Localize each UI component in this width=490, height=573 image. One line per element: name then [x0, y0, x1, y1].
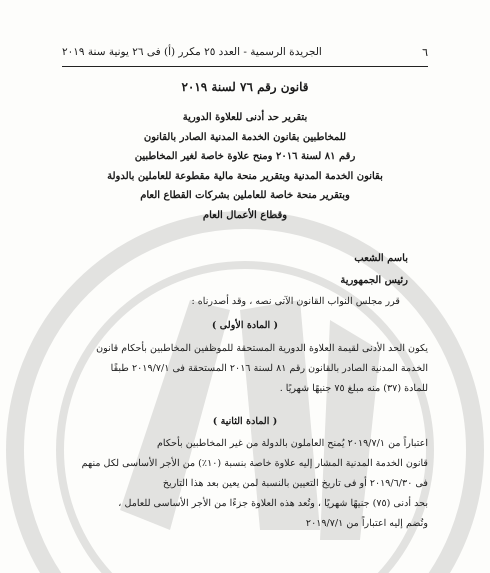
article-line: للمادة (٣٧) منه مبلغ ٧٥ جنيهًا شهريًا . — [279, 383, 428, 394]
law-subtitle-line: للمخاطبين بقانون الخدمة المدنية الصادر بالقانون — [143, 131, 347, 143]
article-1-text — [62, 339, 428, 399]
article-line: وتُضم إليه اعتباراً من ٢٠١٩/٧/١ — [305, 518, 428, 529]
page-number: ٦ — [422, 45, 428, 59]
law-subtitle-line: بقانون الخدمة المدنية وبتقرير منحة مالية مقطوعة للعاملين بالدولة — [107, 170, 383, 182]
article-line: اعتباراً من ٢٠١٩/٧/١ يُمنح العاملون بالدولة من غير المخاطبين بأحكام — [156, 438, 428, 449]
article-line: قانون الخدمة المدنية المشار إليه علاوة خاصة بنسبة (١٠٪) من الأجر الأساسى لكل منهم — [81, 458, 428, 469]
law-title-block — [55, 80, 435, 225]
law-subtitle-line: رقم ٨١ لسنة ٢٠١٦ ومنح علاوة خاصة لغير المخاطبين — [134, 151, 356, 162]
law-title: قانون رقم ٧٦ لسنة ٢٠١٩ — [181, 80, 309, 94]
law-subtitle-line: وبتقرير منحة خاصة للعاملين بشركات القطاع العام — [140, 190, 350, 201]
article-2-heading: ( المادة الثانية ) — [212, 416, 278, 427]
article-2-text — [62, 434, 428, 534]
running-header — [62, 44, 428, 60]
article-1-heading: ( المادة الأولى ) — [211, 320, 279, 331]
in-name-of-people: باسم الشعب — [354, 253, 408, 264]
article-line: فى ٢٠١٩/٦/٣٠ أو فى تاريخ التعيين بالنسبة لمن يعين بعد هذا التاريخ — [162, 478, 428, 489]
article-line: يكون الحد الأدنى لقيمة العلاوة الدورية المستحقة للموظفين المخاطبين بأحكام قانون — [96, 343, 428, 354]
law-subtitle-line: بتقرير حد أدنى للعلاوة الدورية — [182, 112, 308, 123]
article-line: بحد أدنى (٧٥) جنيهًا شهريًا ، وتُعد هذه العلاوة جزءًا من الأجر الأساسى للعامل ، — [118, 498, 428, 509]
article-line: الخدمة المدنية الصادر بالقانون رقم ٨١ لسنة ٢٠١٦ المستحقة فى ٢٠١٩/٧/١ طبقًا — [110, 363, 428, 374]
header-divider — [62, 66, 428, 67]
enactment-clause: قرر مجلس النواب القانون الآتى نصه ، وقد أصدرناه : — [191, 296, 400, 307]
president-heading: رئيس الجمهورية — [340, 275, 408, 286]
running-title: الجريدة الرسمية - العدد ٢٥ مكرر (أ) فى ٢٦ يونية سنة ٢٠١٩ — [62, 46, 322, 58]
law-subtitle-line: وقطاع الأعمال العام — [202, 209, 288, 221]
